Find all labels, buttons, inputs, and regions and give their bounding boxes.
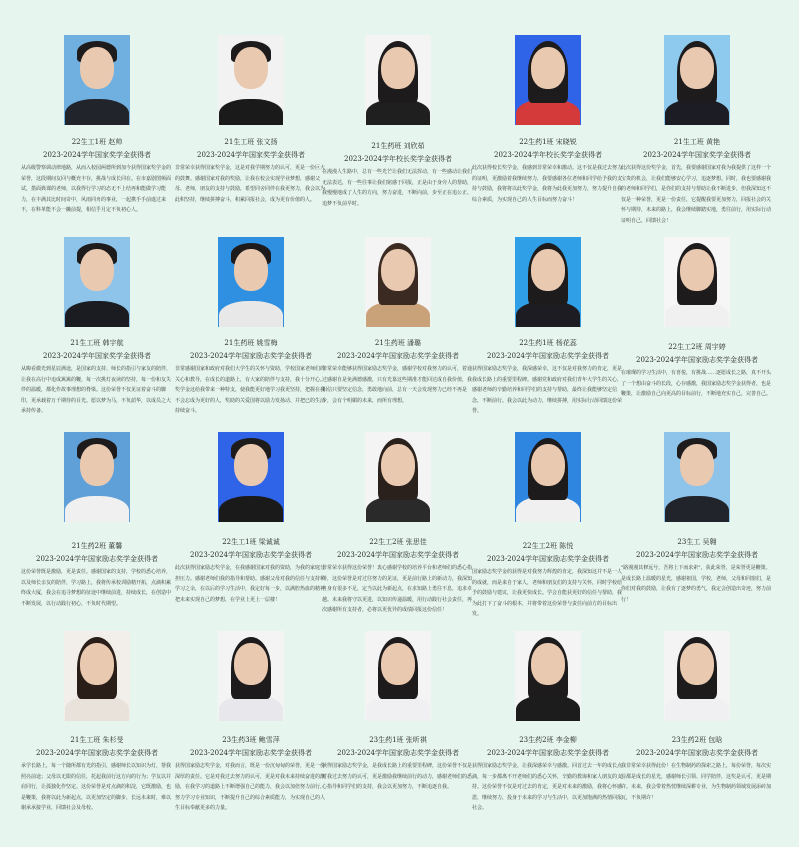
award-title: 2023-2024学年国家励志奖学金获得者 (190, 749, 312, 757)
award-statement: 我非常荣幸获得此份！在生物制药的探索之路上，每份荣誉，每次实验都是成长的星光，感谢师长引领、同学陪伴，这奖是认可，更是期许。未来，我会带着热忱继续深耕专业，为生物制药领域发展添砖加瓦，不负期许！ (621, 763, 772, 801)
awardee-card (621, 432, 773, 603)
awardee-card (322, 237, 474, 404)
award-statement: 获得国家励志奖学金，让我深感荣幸与感激。回首过去一年的成长点滴，每一步都离不开老师们的悉心关怀，辛勤的教诲和家人朋友的支持。这份荣誉不仅是对过去的肯定，更是对未来的激励，我将心怀感恩，继续努力，投身于未来的学习与生活中，以更加饱满的热情回报社会。 (472, 763, 623, 811)
award-title: 2023-2024学年国家励志奖学金获得者 (636, 356, 758, 364)
awardee-name: 21生药班 潘璐 (374, 339, 422, 347)
portrait-photo (365, 35, 431, 125)
awardee-card (621, 237, 773, 397)
portrait-photo (64, 35, 130, 125)
portrait-face (80, 444, 114, 486)
awardee-card (175, 237, 327, 414)
portrait-photo (664, 631, 730, 721)
portrait-photo (664, 432, 730, 522)
awardee-name: 22生工2班 陈悦 (522, 542, 574, 550)
portrait-photo (515, 432, 581, 522)
portrait-photo (218, 35, 284, 125)
award-title: 2023-2024学年国家励志奖学金获得者 (190, 352, 312, 360)
portrait-photo (218, 432, 284, 522)
awardee-card (175, 35, 327, 203)
award-title: 2023-2024学年国家励志奖学金获得者 (337, 551, 459, 559)
award-statement: 在漫漫人生路中，总有一些光芒让我们无法挥动，有一些感动让我们无法表达，有一些往事让我们铭感于回报，正是由于身旁人的帮助，我慢慢地成了人生的方向，努力奋进，不断向前，步至正在追公正、追梦不负前早时。 (322, 169, 473, 207)
portrait-face (80, 249, 114, 291)
portrait-face (680, 47, 714, 89)
portrait-face (381, 249, 415, 291)
portrait-photo (365, 237, 431, 327)
awardee-card (322, 35, 474, 207)
portrait-face (80, 47, 114, 89)
awardee-card (175, 631, 327, 811)
awardee-name: 22生工2班 张思佳 (369, 538, 427, 546)
portrait-photo (515, 631, 581, 721)
awardee-card (21, 237, 173, 414)
award-statement: 此次获得这份奖学金，首先，我要感谢国家对我为我提供了这样一个宝贵的机会，让我们能够安心学习，追逐梦想。同时，我也要感谢我的老师和同学们，是你们的支持与帮助让我不断进步，但我深知这不仅是一种荣誉，更是一份责任，它提醒我要更加努力，回报社会的关怀与期待，未来的路上，我会继续脚踏实地，勇往前行，用实际行动证明自己，回馈社会！ (621, 165, 772, 224)
awardee-card (21, 631, 173, 811)
portrait-shoulders (665, 496, 729, 522)
portrait-face (680, 643, 714, 685)
award-title: 2023-2024学年国家励志奖学金获得者 (36, 749, 158, 757)
portrait-shoulders (219, 99, 283, 125)
portrait-face (234, 249, 268, 291)
award-statement: 非常荣幸获得这份荣誉！衷心感谢学校的培养平台和老师们的悉心指导，这份荣誉是对过往努力的见证，更是前行路上的新动力，我深知自身有很多不足，定当以此为新起点，在求知路上勇往不息，追求卓越。未来我将守以更进，以知识传递温暖，用行动践行社会责任，再次感谢所有支持者，必将以更优异的成绩回报这份信任！ (322, 565, 473, 613)
portrait-shoulders (65, 496, 129, 522)
portrait-photo (64, 631, 130, 721)
awardee-card (472, 432, 624, 617)
award-title: 2023-2024学年国家奖学金获得者 (43, 352, 151, 360)
award-title: 2023-2024学年国家励志奖学金获得者 (487, 749, 609, 757)
awardee-card (472, 237, 624, 414)
portrait-face (381, 643, 415, 685)
awardee-card (322, 432, 474, 613)
award-statement: 非常荣幸能够获得国家励志奖学金，感谢学校对我努力的认可，着通过感谢自是免满德感激，只有光靠这些期准才能回达成自我价值，我相信只要坚定信念，勇敢地向前，总有一天会发现努力已经不再是少，会有个明媚的未来，而所有理想。 (322, 366, 473, 404)
award-statement: 从高级警察调动律地路，从而入校园两德所到加今获得国家奖学金的荣誉，这段期间友回与概充丰存，挑战与成长同在。在市嘉剧图频面试，措面典课的老师，以我得行学习的态无不上结再和能做学习能力，在丰满其比时间奇中，风雨同舟的事业，一起携手手前進过来不，在科革能不会一撇前提，相信乎月定不负初心人。 (21, 165, 172, 213)
awardee-name: 23生药1班 张昕祺 (369, 736, 427, 744)
awardee-name: 21生药2班 董馨 (71, 542, 123, 550)
award-statement: 从晦看微光到星辰满途，是国家的支持、师长的指引与家友的陪伴，让我在高行中追成篱篱的鞭，每一次挑灯夜读的坚持，每一份和友失伴的温暖，都化作故事理想的脊梁。这份荣誉不仅见证着奋斗的脚印，更承载着万千期待的目光。愿以梦为马，不负韶华，以成员之大承持传备。 (21, 366, 172, 414)
awardee-card (175, 432, 327, 603)
award-statement: 这份荣誉既是激励，更是责任。感谢国家的支持，学校的悉心培养，以及师长亲友的陪伴，学习路上，我将传承校训励精开拓，点滴积累终成大厦，我会在追寻梦想的征途中继续前进，持续成长，在创造中不断发展，以行动践行初心，不负时代期望。 (21, 569, 172, 607)
portrait-photo (218, 631, 284, 721)
awardee-name: 21生工班 韩宇航 (70, 339, 124, 347)
portrait-photo (365, 631, 431, 721)
award-title: 2023-2024学年国家励志奖学金获得者 (36, 555, 158, 563)
awardee-card (21, 35, 173, 213)
awardee-name: 21生药班 姚雪梅 (224, 339, 278, 347)
award-statement: 承学长路上，每一个随所都有光的指引，感谢师长以知识为灯，帮我照亮前途；父母以无限的信任，托起我前行这方向的行为；学友以并肩同行，让孤独化作坚定。这份荣誉是对点滴的积淀，它既激励，也是鞭策，我将以此为新起点，以更加坚定的脚步，长远未来时，难以谢承承接学业，回馈社会及母校。 (21, 763, 172, 811)
award-statement: 非常感谢国家和政府对我们大学生的关怀与资助，学校国家老师们的关心和教导，在成长的道路上，有大家的陪伴与支持，我十分开心。奖学金这给我带来一种特支，使我能更好地学习我更坚持，把握在我不会忘成为更好的人，奖助的关爱国将以励力发扬动、并把已的生活持续奋斗。 (175, 366, 326, 414)
portrait-photo (515, 35, 581, 125)
portrait-face (381, 444, 415, 486)
portrait-shoulders (219, 496, 283, 522)
award-statement: 获得国家励志奖学金，对我而言，既是一份沉甸甸的荣誉，更是一份深厚的责任。它是对我过去努力的认可，更是对我未来持续奋进的激励，在我学习的道路上不断增强自己的能力，我会以加倍努力前行，努力学习专业知识，不断提升自己的综合素质能力，为实现自己的人生目标奉献更多的力量。 (175, 763, 326, 811)
award-statement: "路漫漫其修远兮，吾将上下而求索"，获此荣誉，是荣誉更是鞭策。是成长路上温暖的星光，感谢祖国，学校，老师，父母和同窗们，是你们对我的鼓励，让我有了逐梦的勇气，我定会创造出奇迹，努力前行！ (621, 565, 772, 603)
awardee-name: 21生药班 刘欣茹 (371, 142, 425, 150)
award-title: 2023-2024学年国家奖学金获得者 (643, 151, 751, 159)
portrait-face (80, 643, 114, 685)
awardee-name: 21生工班 朱杉旻 (70, 736, 124, 744)
award-title: 2023-2024学年校长奖学金获得者 (344, 155, 452, 163)
award-title: 2023-2024学年国家励志奖学金获得者 (337, 749, 459, 757)
portrait-face (680, 444, 714, 486)
award-title: 2023-2024学年国家励志奖学金获得者 (636, 749, 758, 757)
award-title: 2023-2024学年国家励志奖学金获得者 (487, 352, 609, 360)
awardee-card (21, 432, 173, 607)
awardee-name: 21生工班 张文扬 (224, 138, 278, 146)
award-title: 2023-2024学年国家奖学金获得者 (43, 151, 151, 159)
award-statement: 国家励志奖学金的获得是对我努力辉煌的肯定，我深知这并不是一人的成就，而是来自于家人，老师和朋友们的支持与关怀，同时学校给予的鼓励与建议，让我更快成长。学会自能获更好的信任与帮助，我为此打下了奋斗的根本，并将带着这份荣誉与责任向前方的目标出发。 (472, 569, 623, 617)
awardee-name: 23生药3班 鲍雪萍 (222, 736, 280, 744)
awardee-card (472, 631, 624, 811)
portrait-face (531, 643, 565, 685)
award-title: 2023-2024学年国家励志奖学金获得者 (636, 551, 758, 559)
awardee-name: 22生工1班 赵帅 (71, 138, 123, 146)
awardee-name: 22生药1班 宋晓锐 (519, 138, 577, 146)
portrait-face (531, 47, 565, 89)
portrait-photo (664, 237, 730, 327)
portrait-photo (64, 432, 130, 522)
award-statement: 非常荣幸获得国家奖学金，这是对我学期努力的认可，更是一份巨大的鼓舞。感谢国家对我的奖励，让我在校会实现学业梦想，感谢父母、老师，朋友的支持与鼓励，希望同舍同伴在我更努力，我会以为此积坚持，继续拼搏奋斗，积累回报社会，成为更有价值的人。 (175, 165, 326, 203)
portrait-face (381, 47, 415, 89)
portrait-face (234, 47, 268, 89)
awardee-name: 23生药2班 包晗 (671, 736, 723, 744)
awardee-name: 22生工2班 周宇婷 (668, 343, 726, 351)
portrait-shoulders (65, 99, 129, 125)
awardee-name: 21生工班 黄艳 (673, 138, 721, 146)
portrait-face (531, 249, 565, 291)
award-title: 2023-2024学年国家励志奖学金获得者 (487, 555, 609, 563)
award-title: 2023-2024学年国家奖学金获得者 (197, 151, 305, 159)
awardee-card (472, 35, 624, 203)
awardee-card (322, 631, 474, 790)
portrait-photo (515, 237, 581, 327)
award-statement: 获得国家励志奖学金，我深感荣幸，这不仅是对我努力的肯定，更是我成长路上的重要里程碑。感谢党和政府对我们青年大学生的关心，感谢老师的辛勤培养和同学们的支持与帮助，最终让我能够坚定信念，不断前行。我会以此为动力，继续拼搏，用实际行动回馈这份荣誉。 (472, 366, 623, 414)
award-statement: 在璀璨的学习生活中，有喜悦，有挑战……逐愿成长之路，真不开头了一个想由奋斗的长段，心存感激，我国家励志奖学金获得者，也是鞭策，让激励自己向更高的目标前行，不断地充实自己，完善自己。 (621, 370, 772, 397)
awardee-name: 22生工1班 梁诚诚 (222, 538, 280, 546)
portrait-photo (365, 432, 431, 522)
award-title: 2023-2024学年国家励志奖学金获得者 (190, 551, 312, 559)
portrait-face (680, 249, 714, 291)
portrait-photo (64, 237, 130, 327)
portrait-photo (664, 35, 730, 125)
award-statement: 获得国家励志奖学金，是我成长路上的重要里程碑，这份荣誉不仅是对我过去努力的认可，更是激励我继续前行的动力，感谢老师们的悉心指导和同学们的支持，我会以更加努力，不断追逐自我。 (322, 763, 473, 790)
portrait-face (234, 444, 268, 486)
portrait-photo (218, 237, 284, 327)
portrait-face (531, 444, 565, 486)
portrait-face (234, 643, 268, 685)
awardee-name: 23生工 吴翱 (677, 538, 717, 546)
awardee-name: 22生药1班 杨花蕊 (519, 339, 577, 347)
award-title: 2023-2024学年国家励志奖学金获得者 (337, 352, 459, 360)
award-statement: 此次获得国家励志奖学金，在我感谢国家对我的资助，为我的家庭分担压力。感谢老师们我的指导和帮助。感谢父母对我的信任与支持和学习之余，在以后的学习生活中，我定好每一步，以满腔热血的精神把未来实现自己的梦想，在学业上更上一层楼！ (175, 565, 326, 603)
awardee-name: 23生药2班 李金柳 (519, 736, 577, 744)
awardee-card (621, 35, 773, 224)
award-title: 2023-2024学年校长奖学金获得者 (494, 151, 602, 159)
awardee-card (621, 631, 773, 801)
award-statement: 此次获得校长奖学金，我感到非常荣幸和激动。这不仅是我过去努力的证明，更激励着我继续努力，我要感谢各位老师和同学给予我的支持与鼓励，我将将以此奖学金，我将为此我更加努力，努力提升自我综合素质，为实现自己的人生目标而努力奋斗！ (472, 165, 623, 203)
